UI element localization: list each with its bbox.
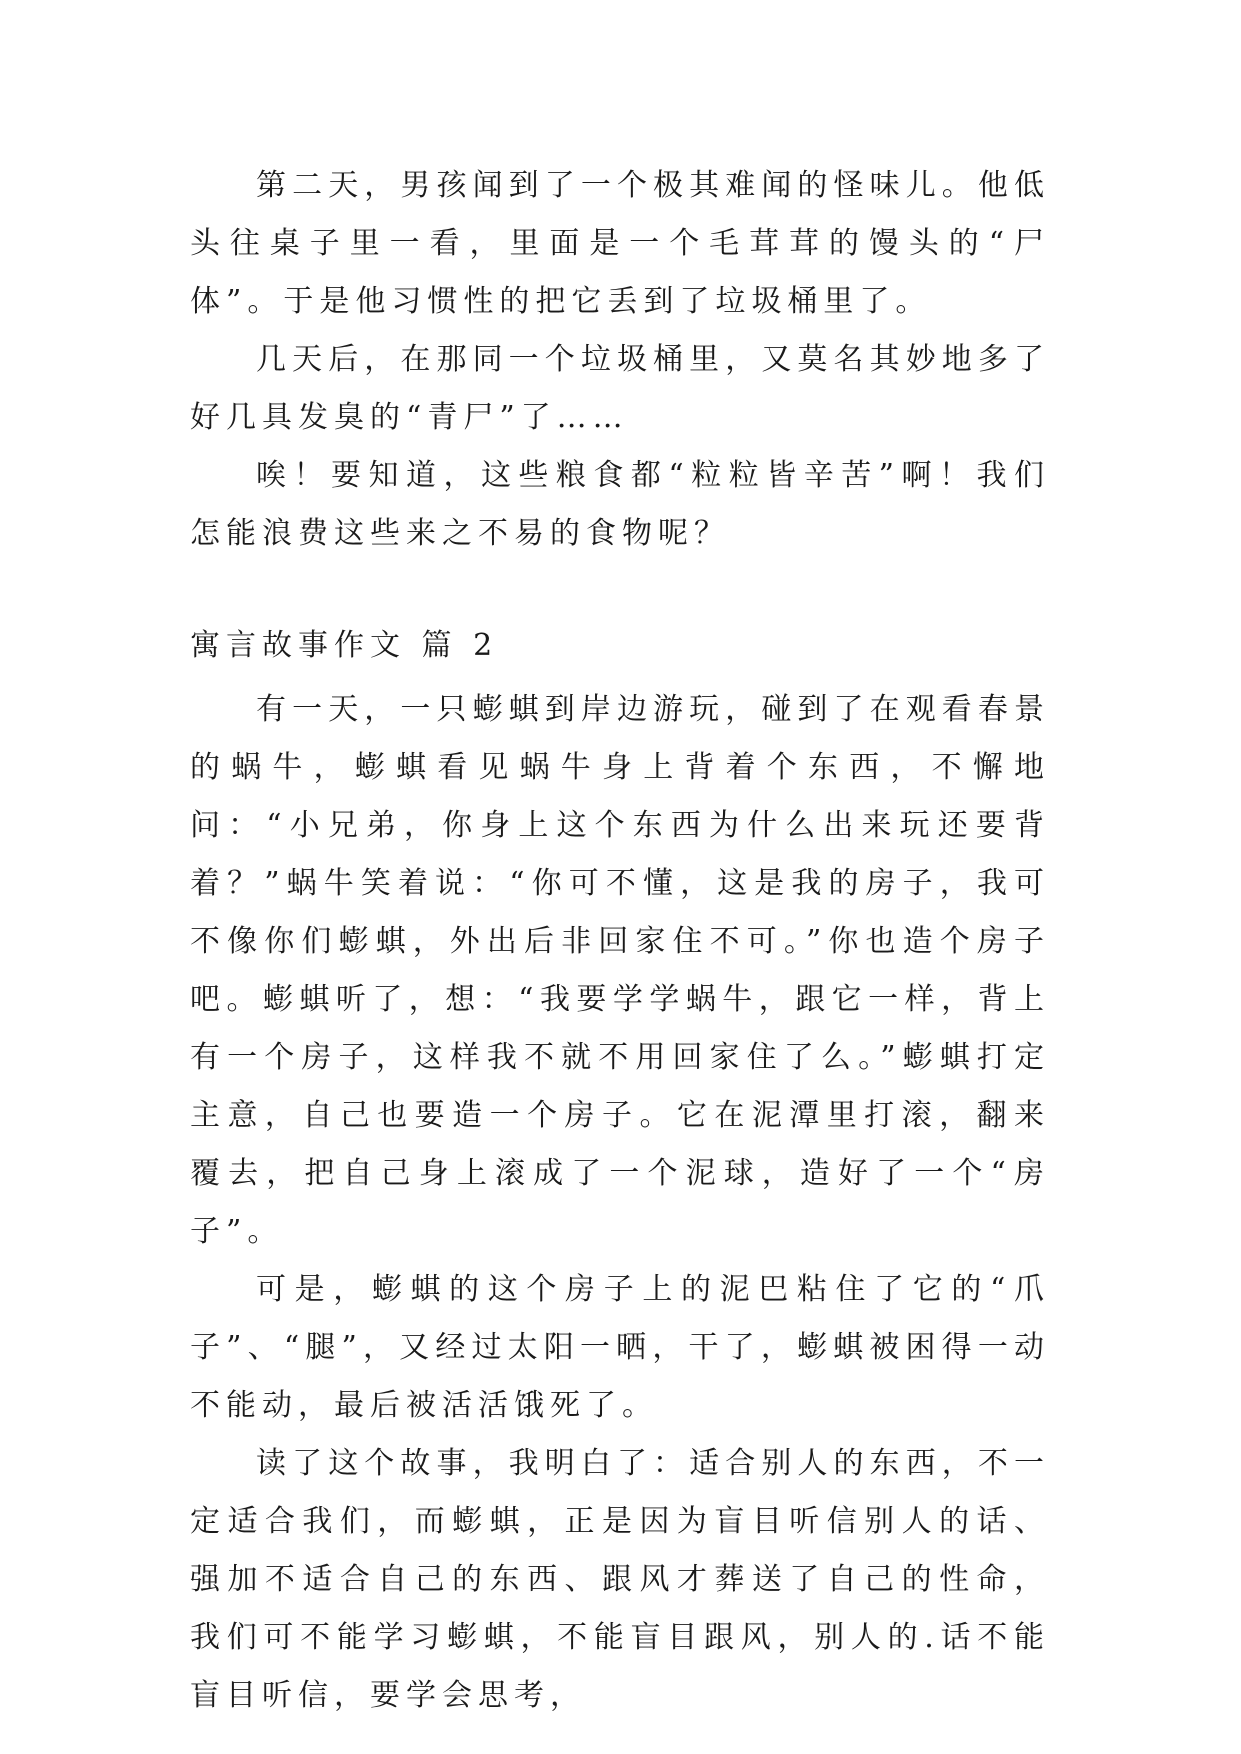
story-body: [190, 681, 1050, 1725]
paragraph: 几天后，在那同一个垃圾桶里，又莫名其妙地多了好几具发臭的“青尸”了……: [190, 342, 1050, 435]
story-continuation: [190, 157, 1050, 563]
paragraph: 第二天，男孩闻到了一个极其难闻的怪味儿。他低头往桌子里一看，里面是一个毛茸茸的馒头的“尸体”。于是他习惯性的把它丢到了垃圾桶里了。: [190, 168, 1050, 319]
section-heading-block: [190, 617, 1050, 675]
section-heading: 寓言故事作文 篇 2: [190, 628, 499, 663]
paragraph: 读了这个故事，我明白了：适合别人的东西，不一定适合我们，而蟛蜞，正是因为盲目听信别人的话、强加不适合自己的东西、跟风才葬送了自己的性命，我们可不能学习蟛蜞，不能盲目跟风，别人的.话不能盲目听信，要学会思考，: [190, 1446, 1050, 1713]
paragraph: 唉！要知道，这些粮食都“粒粒皆辛苦”啊！我们怎能浪费这些来之不易的食物呢？: [190, 458, 1050, 551]
paragraph: 可是，蟛蜞的这个房子上的泥巴粘住了它的“爪子”、“腿”，又经过太阳一晒，干了，蟛蜞被困得一动不能动，最后被活活饿死了。: [190, 1272, 1050, 1423]
paragraph: 有一天，一只蟛蜞到岸边游玩，碰到了在观看春景的蜗牛，蟛蜞看见蜗牛身上背着个东西，不懈地问：“小兄弟，你身上这个东西为什么出来玩还要背着？”蜗牛笑着说：“你可不懂，这是我的房子，我可不像你们蟛蜞，外出后非回家住不可。”你也造个房子吧。蟛蜞听了，想：“我要学学蜗牛，跟它一样，背上有一个房子，这样我不就不用回家住了么。”蟛蜞打定主意，自己也要造一个房子。它在泥潭里打滚，翻来覆去，把自己身上滚成了一个泥球，造好了一个“房子”。: [190, 692, 1050, 1249]
